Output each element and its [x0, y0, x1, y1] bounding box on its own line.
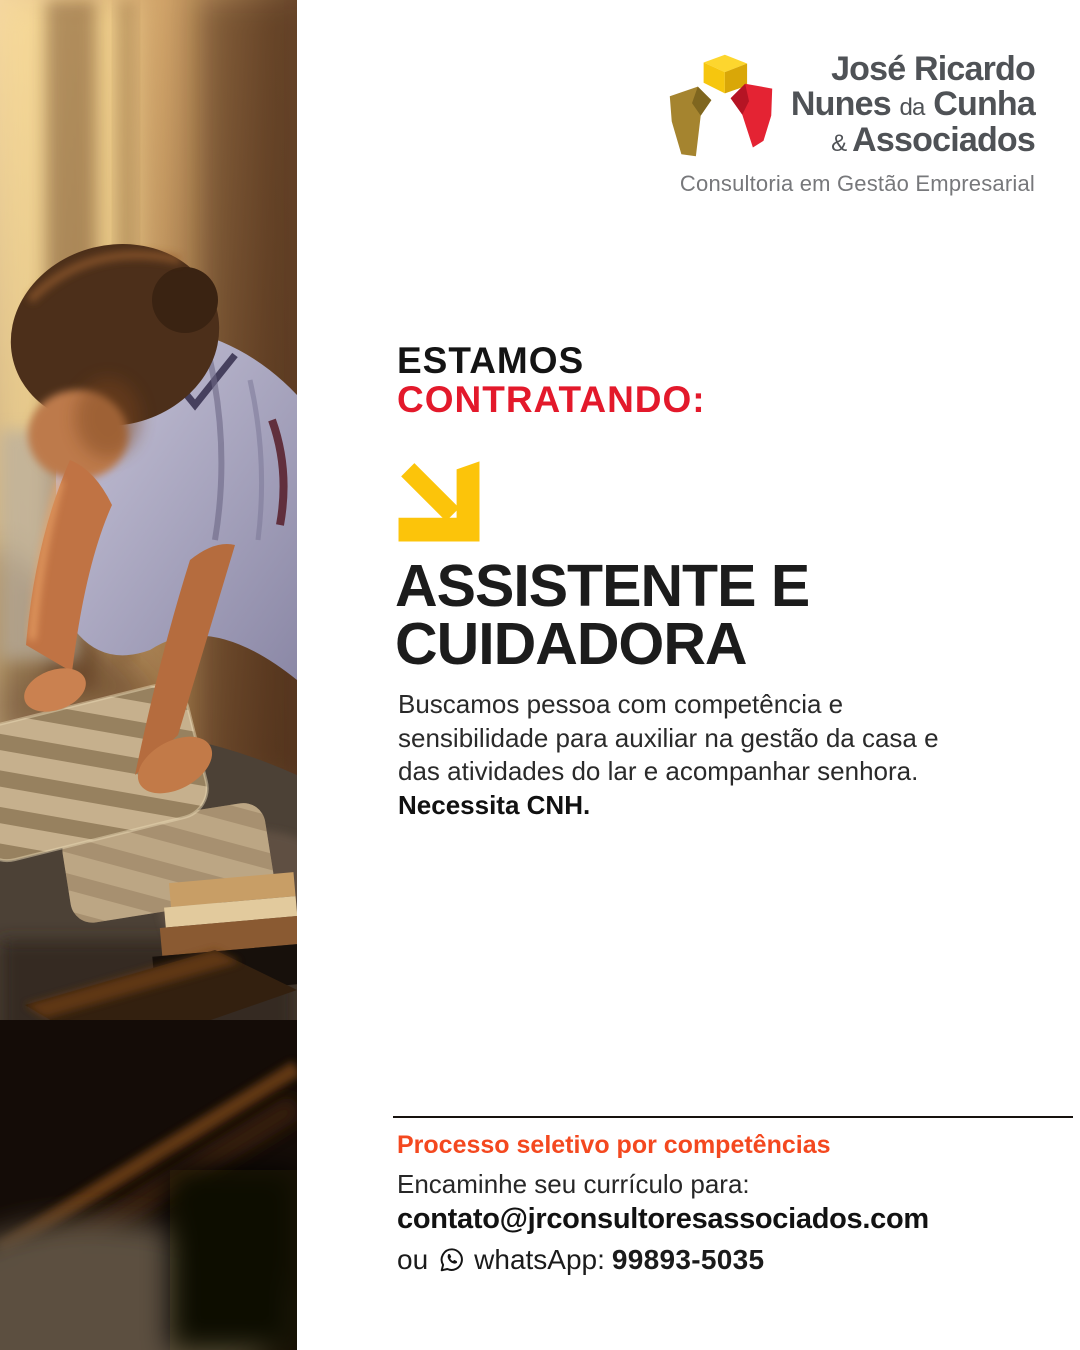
photo-caregiver-illustration	[0, 0, 297, 1350]
brand-block	[663, 48, 1035, 197]
photo-caregiver	[0, 0, 297, 1350]
whatsapp-prefix: ou	[397, 1244, 429, 1275]
arrow-down-right-icon	[395, 457, 483, 545]
whatsapp-contact	[397, 1244, 764, 1276]
hiring-heading-line1: ESTAMOS	[397, 340, 585, 381]
hiring-heading	[397, 341, 706, 419]
company-name	[790, 49, 1035, 159]
hiring-heading-line2: CONTRATANDO:	[397, 379, 706, 421]
whatsapp-label: whatsApp:	[474, 1244, 605, 1275]
job-description	[398, 688, 939, 822]
whatsapp-number: 99893-5035	[611, 1244, 765, 1275]
job-requirement: Necessita CNH.	[398, 789, 591, 820]
contact-email: contato@jrconsultoresassociados.com	[397, 1203, 929, 1235]
job-description-line2: sensibilidade para auxiliar na gestão da casa e	[398, 722, 939, 753]
job-title	[395, 553, 810, 677]
job-description-line1: Buscamos pessoa com competência e	[398, 689, 844, 719]
company-name-line2: Nunes da Cunha	[790, 85, 1035, 124]
company-tagline: Consultoria em Gestão Empresarial	[679, 171, 1035, 196]
whatsapp-icon	[437, 1245, 467, 1275]
selection-process-note: Processo seletivo por competências	[397, 1131, 831, 1159]
divider-line	[393, 1116, 1073, 1118]
job-title-line1: ASSISTENTE E	[395, 553, 810, 619]
cv-instruction: Encaminhe seu currículo para:	[397, 1169, 750, 1199]
company-logo-icon	[663, 48, 779, 162]
job-description-line3: das atividades do lar e acompanhar senhora.	[398, 756, 919, 787]
company-name-line1: José Ricardo	[831, 49, 1035, 88]
company-name-line3: & Associados	[831, 120, 1035, 159]
job-title-line2: CUIDADORA	[395, 610, 747, 677]
